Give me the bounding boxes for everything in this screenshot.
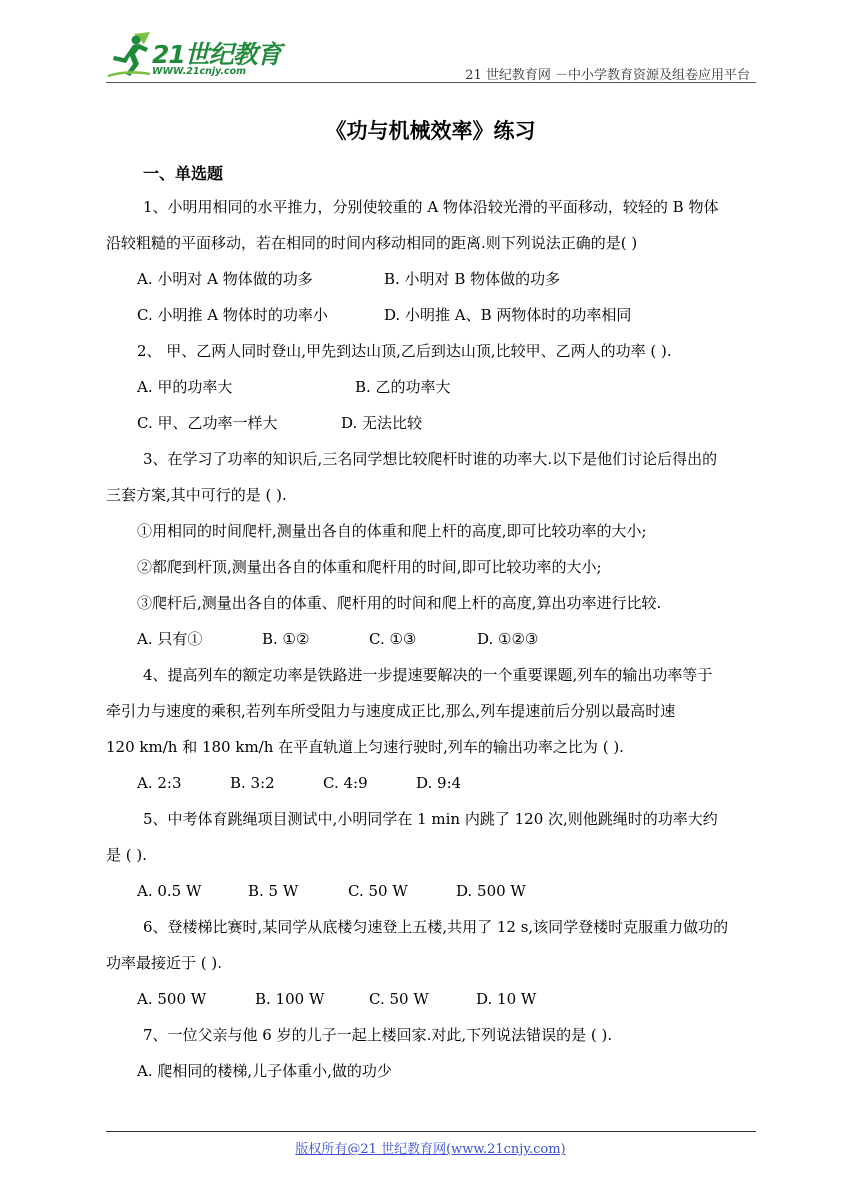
question-6-option-b: B. 100 W (255, 990, 325, 1008)
question-6-option-d: D. 10 W (476, 990, 537, 1008)
header-divider (106, 82, 756, 83)
question-2-option-c: C. 甲、乙功率一样大 (137, 414, 278, 432)
question-7-option-a: A. 爬相同的楼梯,儿子体重小,做的功少 (137, 1062, 392, 1080)
question-2-option-d: D. 无法比较 (341, 414, 423, 432)
question-6-option-c: C. 50 W (369, 990, 429, 1008)
site-logo[interactable] (106, 30, 281, 82)
question-3-option-a: A. 只有① (137, 630, 203, 648)
question-3-option-b: B. ①② (262, 630, 310, 648)
question-5-option-d: D. 500 W (456, 882, 526, 900)
question-5-option-a: A. 0.5 W (137, 882, 202, 900)
question-3-line-2: 三套方案,其中可行的是 ( ). (106, 486, 287, 504)
question-1-line-2: 沿较粗糙的平面移动，若在相同的时间内移动相同的距离.则下列说法正确的是( ) (106, 234, 638, 252)
footer-divider (106, 1131, 756, 1132)
question-5-option-b: B. 5 W (248, 882, 299, 900)
question-4-option-a: A. 2:3 (137, 774, 182, 792)
question-5-line-1: 5、中考体育跳绳项目测试中,小明同学在 1 min 内跳了 120 次,则他跳绳时的功率大约 (143, 810, 718, 828)
question-2-line-1: 2、 甲、乙两人同时登山,甲先到达山顶,乙后到达山顶,比较甲、乙两人的功率 ( ). (137, 342, 672, 360)
page-title: 《功与机械效率》练习 (325, 119, 536, 143)
question-3-statement-3: ③爬杆后,测量出各自的体重、爬杆用的时间和爬上杆的高度,算出功率进行比较. (137, 594, 662, 612)
header-site-name: 21 世纪教育网 －中小学教育资源及组卷应用平台 (465, 68, 750, 83)
logo-url: WWW.21cnjy.com (152, 66, 247, 77)
logo-text: 21世纪教育 (152, 40, 281, 69)
section-title: 一、单选题 (143, 164, 224, 183)
footer-copyright-link[interactable]: 版权所有@21 世纪教育网(www.21cnjy.com) (295, 1142, 566, 1157)
question-5-line-2: 是 ( ). (106, 846, 148, 864)
question-6-line-2: 功率最接近于 ( ). (106, 954, 223, 972)
question-1-option-b: B. 小明对 B 物体做的功多 (384, 270, 561, 288)
question-4-line-3: 120 km/h 和 180 km/h 在平直轨道上匀速行驶时,列车的输出功率之比为 ( ). (106, 738, 624, 756)
question-3-statement-1: ①用相同的时间爬杆,测量出各自的体重和爬上杆的高度,即可比较功率的大小; (137, 522, 647, 540)
question-3-line-1: 3、在学习了功率的知识后,三名同学想比较爬杆时谁的功率大.以下是他们讨论后得出的 (143, 450, 718, 468)
question-3-option-d: D. ①②③ (477, 630, 539, 648)
question-2-option-b: B. 乙的功率大 (355, 378, 451, 396)
question-4-line-2: 牵引力与速度的乘积,若列车所受阻力与速度成正比,那么,列车提速前后分别以最高时速 (106, 702, 676, 720)
question-5-option-c: C. 50 W (348, 882, 408, 900)
page-header (106, 30, 756, 84)
question-1-option-a: A. 小明对 A 物体做的功多 (137, 270, 313, 288)
question-1-option-d: D. 小明推 A、B 两物体时的功率相同 (384, 306, 632, 324)
question-2-option-a: A. 甲的功率大 (137, 378, 233, 396)
question-7-line-1: 7、一位父亲与他 6 岁的儿子一起上楼回家.对此,下列说法错误的是 ( ). (143, 1026, 613, 1044)
question-6-option-a: A. 500 W (137, 990, 207, 1008)
question-3-statement-2: ②都爬到杆顶,测量出各自的体重和爬杆用的时间,即可比较功率的大小; (137, 558, 602, 576)
question-3-option-c: C. ①③ (369, 630, 417, 648)
question-1-line-1: 1、小明用相同的水平推力，分别使较重的 A 物体沿较光滑的平面移动，较轻的 B 物体 (143, 198, 719, 216)
question-6-line-1: 6、登楼梯比赛时,某同学从底楼匀速登上五楼,共用了 12 s,该同学登楼时克服重力做功的 (143, 918, 729, 936)
question-4-option-d: D. 9:4 (416, 774, 462, 792)
question-1-option-c: C. 小明推 A 物体时的功率小 (137, 306, 328, 324)
question-4-option-b: B. 3:2 (230, 774, 275, 792)
question-4-line-1: 4、提高列车的额定功率是铁路进一步提速要解决的一个重要课题,列车的输出功率等于 (143, 666, 713, 684)
runner-icon (106, 30, 152, 80)
question-4-option-c: C. 4:9 (323, 774, 368, 792)
